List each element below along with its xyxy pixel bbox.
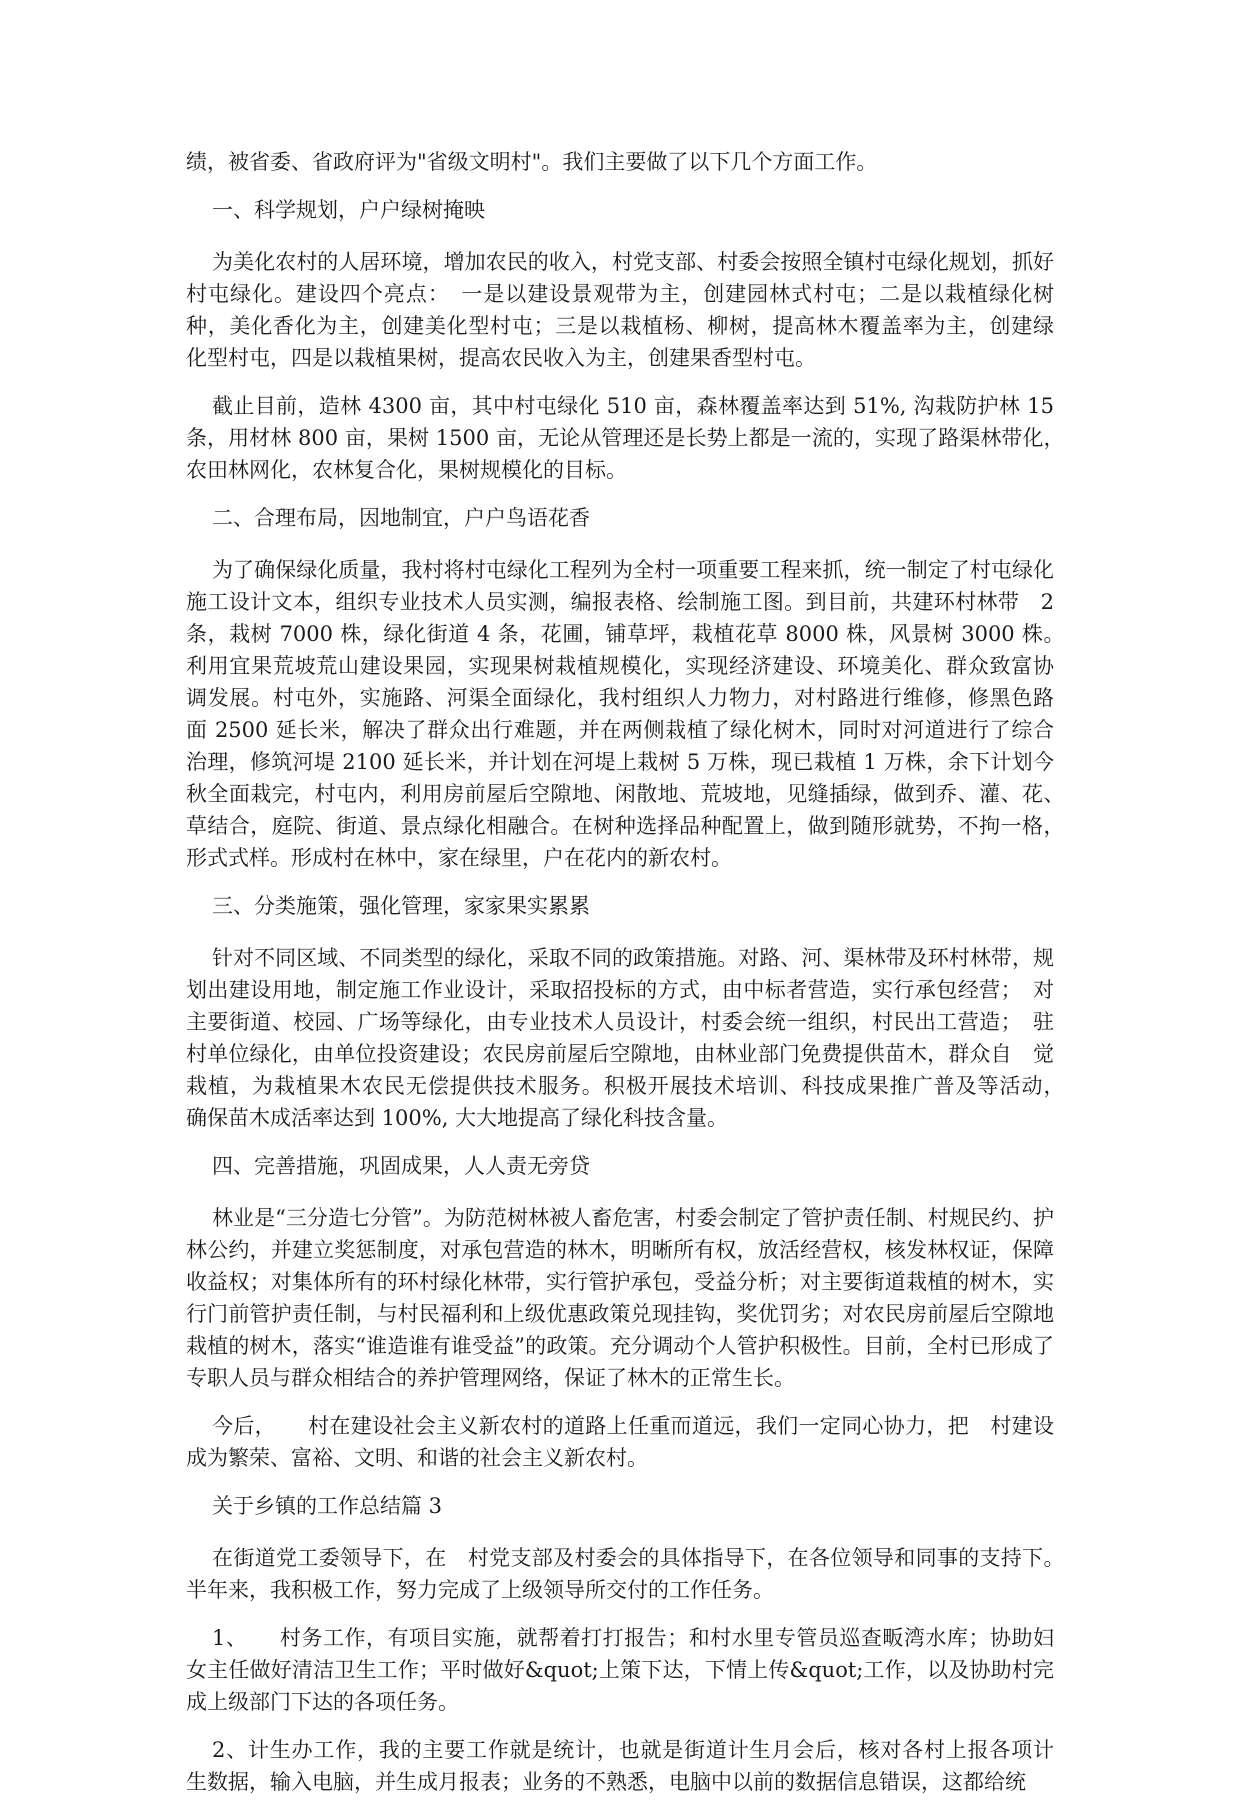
paragraph-layout-quality: 为了确保绿化质量，我村将村屯绿化工程列为全村一项重要工程来抓，统一制定了村屯绿化施工设计文本，组织专业技术人员实测，编报表格、绘制施工图。到目前，共建环村林带 2 条，栽树 7000 株，绿化街道 4 条，花圃，铺草坪，栽植花草 8000 株，风景树 3000 株。 利用宜果荒坡荒山建设果园，实现果树栽植规模化，实现经济建设、环境美化、群众致富协 调发展。村屯外，实施路、河渠全面绿化，我村组织人力物力，对村路进行维修，修黑色路 面 2500 延长米，解决了群众出行难题，并在两侧栽植了绿化树木，同时对河道进行了综合 治理，修筑河堤 2100 延长米，并计划在河堤上栽树 5 万株，现已栽植 1 万株，余下计划今 秋全面栽完，村屯内，利用房前屋后空隙地、闲散地、荒坡地，见缝插绿，做到乔、灌、花、 草结合，庭院、街道、景点绿化相融合。在树种选择品种配置上，做到随形就势，不拘一格， 形式式样。形成村在林中，家在绿里，户在花内的新农村。: [186, 558, 1075, 870]
paragraph-greening-plan: 为美化农村的人居环境，增加农民的收入，村党支部、村委会按照全镇村屯绿化规划，抓好村屯绿化。建设四个亮点： 一是以建设景观带为主，创建园林式村屯；二是以栽植绿化树 种，美化香化为主，创建美化型村屯；三是以栽植杨、柳树，提高林木覆盖率为主，创建绿 化型村屯，四是以栽植果树，提高农民收入为主，创建果香型村屯。: [186, 250, 1075, 370]
paragraph-family-planning: 2、计生办工作，我的主要工作就是统计，也就是街道计生月会后，核对各村上报各项计 生数据，输入电脑，并生成月报表；业务的不熟悉，电脑中以前的数据信息错误，这都给统: [186, 1738, 1075, 1794]
paragraph-classified-policies: 针对不同区域、不同类型的绿化，采取不同的政策措施。对路、河、渠林带及环村林带，规划出建设用地，制定施工作业设计，采取招投标的方式，由中标者营造，实行承包经营； 对主要街道、校园、广场等绿化，由专业技术人员设计，村委会统一组织，村民出工营造； 驻村单位绿化，由单位投资建设；农民房前屋后空隙地，由林业部门免费提供苗木，群众自 觉栽植，为栽植果木农民无偿提供技术服务。积极开展技术培训、科技成果推广普及等活动， 确保苗木成活率达到 100%, 大大地提高了绿化科技含量。: [186, 946, 1075, 1130]
section-heading-2: 二、合理布局，因地制宜，户户鸟语花香: [212, 506, 590, 530]
paragraph-intro-continuation: 绩，被省委、省政府评为"省级文明村"。我们主要做了以下几个方面工作。: [186, 150, 878, 174]
section-heading-3: 三、分类施策，强化管理，家家果实累累: [212, 894, 590, 918]
paragraph-half-year-intro: 在街道党工委领导下，在 村党支部及村委会的具体指导下，在各位领导和同事的支持下。 半年来，我积极工作，努力完成了上级领导所交付的工作任务。: [186, 1546, 1075, 1602]
section-heading-4: 四、完善措施，巩固成果，人人责无旁贷: [212, 1154, 590, 1178]
paragraph-management-measures: 林业是“三分造七分管”。为防范树林被人畜危害，村委会制定了管护责任制、村规民约、护林公约，并建立奖惩制度，对承包营造的林木，明晰所有权，放活经营权，核发林权证，保障收益权；对集体所有的环村绿化林带，实行管护承包，受益分析；对主要街道栽植的树木，实行门前管护责任制，与村民福利和上级优惠政策兑现挂钩，奖优罚劣；对农民房前屋后空隙地栽植的树木，落实“谁造谁有谁受益”的政策。充分调动个人管护积极性。目前，全村已形成了专职人员与群众相结合的养护管理网络，保证了林木的正常生长。: [186, 1206, 1054, 1390]
paragraph-village-affairs: 1、 村务工作，有项目实施，就帮着打打报告；和村水里专管员巡查畈湾水库；协助妇 女主任做好清洁卫生工作；平时做好&quot;上策下达，下情上传&quot;工作，以及协助村完 成上级部门下达的各项任务。: [186, 1626, 1075, 1714]
section-heading-1: 一、科学规划，户户绿树掩映: [212, 198, 485, 222]
article-title-part-3: 关于乡镇的工作总结篇 3: [212, 1494, 443, 1518]
paragraph-future-outlook: 今后， 村在建设社会主义新农村的道路上任重而道远，我们一定同心协力，把 村建设 成为繁荣、富裕、文明、和谐的社会主义新农村。: [186, 1414, 1075, 1470]
paragraph-afforestation-stats: 截止目前，造林 4300 亩，其中村屯绿化 510 亩，森林覆盖率达到 51%, 沟栽防护林 15 条，用材林 800 亩，果树 1500 亩，无论从管理还是长势上都是一流的，实现了路渠林带化， 农田林网化，农林复合化，果树规模化的目标。: [186, 394, 1075, 482]
document-page: [186, 146, 1075, 1814]
